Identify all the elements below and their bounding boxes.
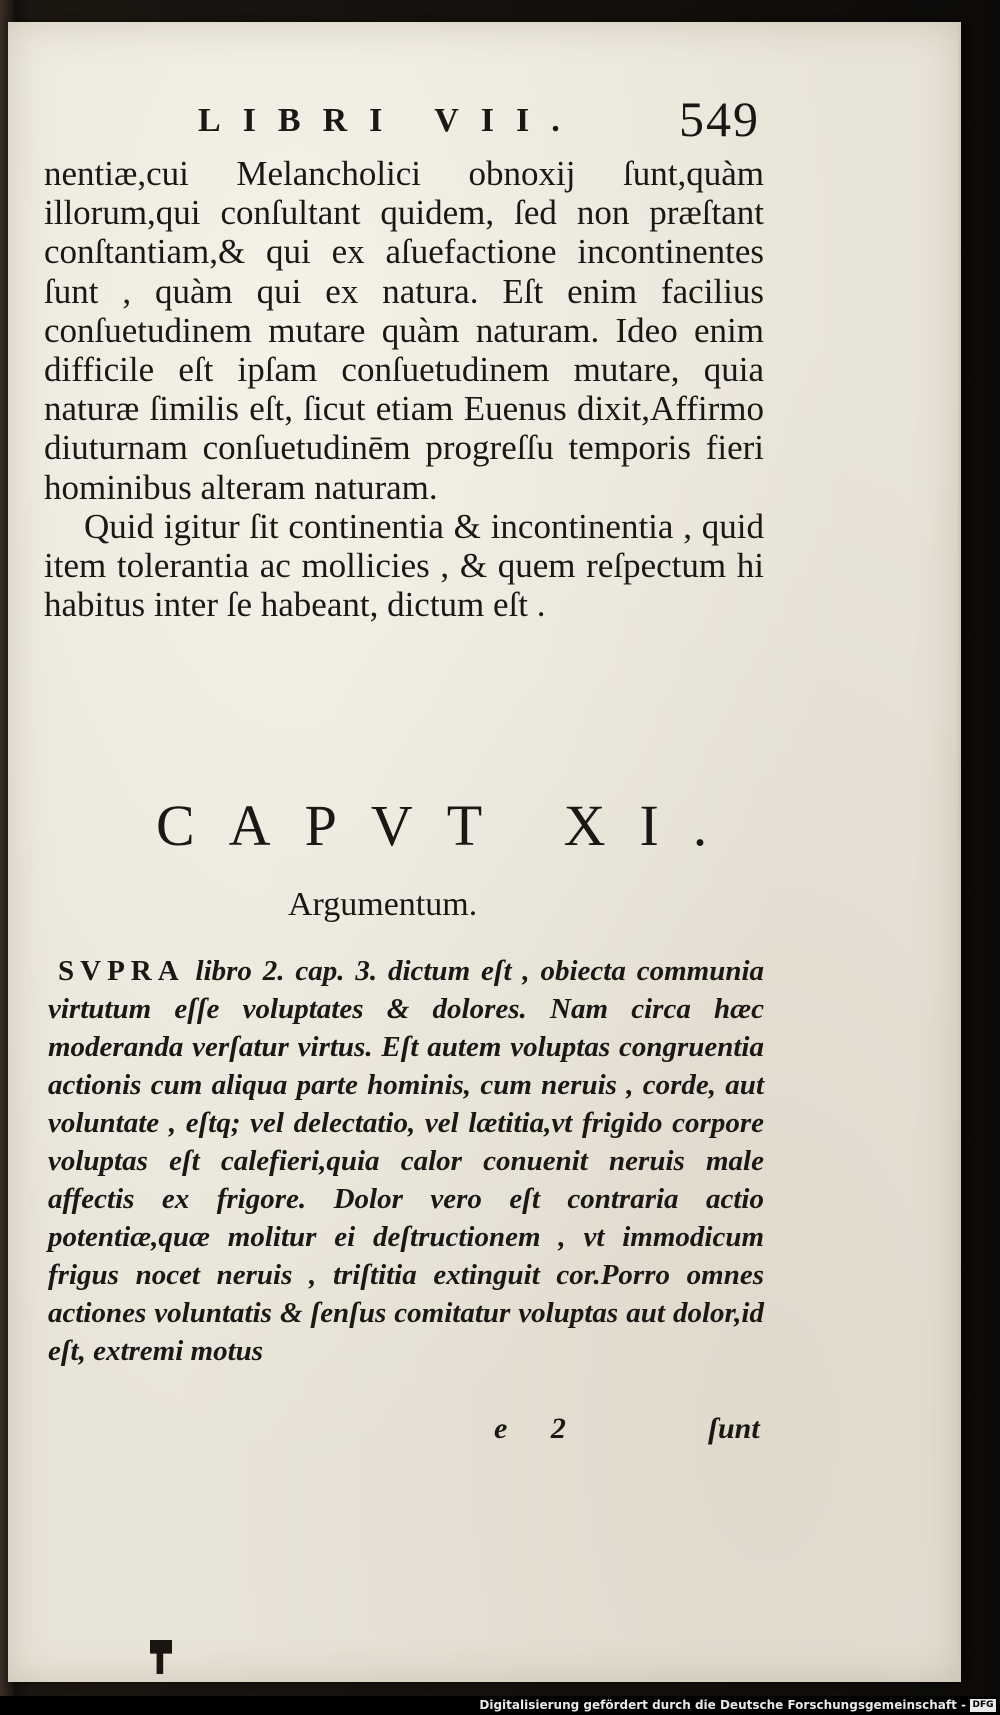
main-text-block <box>44 154 764 624</box>
argument-paragraph <box>48 952 764 1370</box>
dfg-logo-icon: DFG <box>970 1699 996 1712</box>
text-paragraph: Quid igitur ſit continentia & incontinentia , quid item tolerantia ac mollicies , & quem reſpectum hi habitus inter ſe habeant, dictum eſt . <box>44 506 764 625</box>
argument-label: Argumentum. <box>288 886 478 923</box>
running-head <box>188 90 768 147</box>
text-paragraph: nentiæ,cui Melancholici obnoxij ſunt,quàm illorum,qui conſultant quidem, ſed non præſtant conſtantiam,& qui ex aſuefactione incontinentes ſunt , quàm qui ex natura. Eſt enim facilius conſuetudinem mutare quàm naturam. Ideo enim difficile eſt ipſam conſuetudinem mutare, quia naturæ ſimilis eſt, ſicut etiam Euenus dixit,Affirmo diuturnam conſuetudinēm progreſſu temporis fieri hominibus alteram naturam. <box>44 154 764 507</box>
book-page <box>8 22 961 1682</box>
running-head-title: LIBRI VII. <box>198 102 582 139</box>
catchword: ſunt <box>708 1412 760 1445</box>
page-number: 549 <box>679 91 760 147</box>
argument-text: libro 2. cap. 3. dictum eſt , obiecta communia virtutum eſſe voluptates & dolores. Nam circa hæc moderanda verſatur virtus. Eſt autem voluptas congruentia actionis cum aliqua parte hominis, cum neruis , corde, aut voluntate , eſtq; vel delectatio, vel lætitia,vt frigido corpore voluptas eſt calefieri,quia calor conuenit neruis male affectis ex frigore. Dolor vero eſt contraria actio potentiæ,quæ molitur ei deſtructionem , vt immodicum frigus nocet neruis , triſtitia extinguit cor.Porro omnes actiones voluntatis & ſenſus comitatur voluptas aut dolor,id eſt, extremi motus <box>48 955 765 1367</box>
argument-text-block <box>48 952 764 1370</box>
digitization-credit: Digitalisierung gefördert durch die Deutsche Forschungsgemeinschaft - <box>479 1698 966 1712</box>
signature-mark: e 2 <box>494 1412 584 1445</box>
chapter-heading: CAPVT XI. <box>156 793 742 858</box>
argument-lead-word: SVPRA <box>58 955 185 987</box>
